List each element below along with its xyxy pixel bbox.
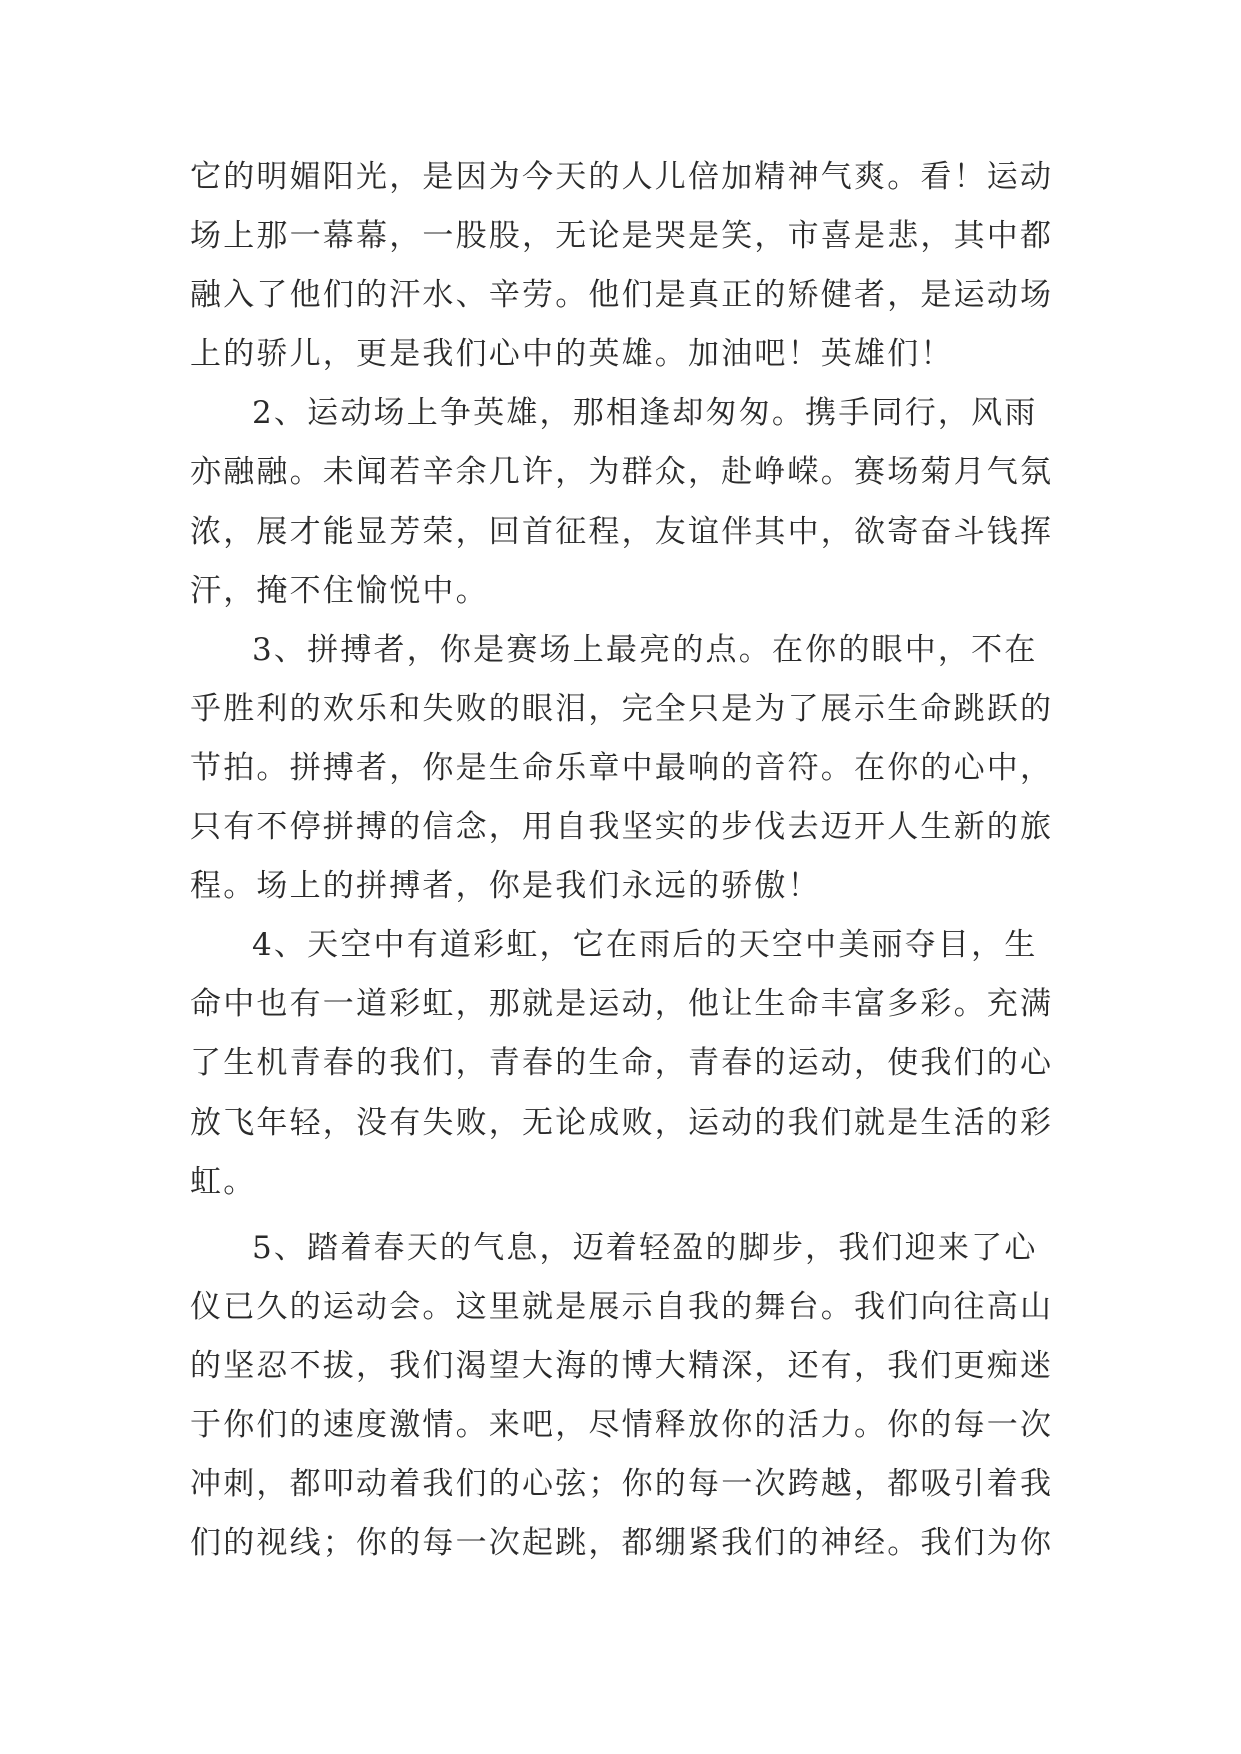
paragraph-4-start: 4、天空中有道彩虹，它在雨后的天空中美丽夺目，生 [252, 927, 1038, 964]
text-line: 冲刺，都叩动着我们的心弦；你的每一次跨越，都吸引着我 [190, 1465, 1054, 1502]
text-line: 上的骄儿，更是我们心中的英雄。加油吧！英雄们！ [190, 336, 954, 373]
text-line: 只有不停拼搏的信念，用自我坚实的步伐去迈开人生新的旅 [190, 809, 1054, 846]
paragraph-3-start: 3、拼搏者，你是赛场上最亮的点。在你的眼中，不在 [252, 631, 1038, 668]
text-line: 亦融融。未闻若辛余几许，为群众，赴峥嵘。赛场菊月气氛 [190, 454, 1054, 491]
text-line: 命中也有一道彩虹，那就是运动，他让生命丰富多彩。充满 [190, 986, 1054, 1023]
text-line: 于你们的速度激情。来吧，尽情释放你的活力。你的每一次 [190, 1406, 1054, 1443]
body-text [190, 157, 1054, 1582]
text-line: 们的视线；你的每一次起跳，都绷紧我们的神经。我们为你 [190, 1525, 1054, 1562]
text-line: 程。场上的拼搏者，你是我们永远的骄傲！ [190, 868, 821, 905]
text-line: 了生机青春的我们，青春的生命，青春的运动，使我们的心 [190, 1045, 1054, 1082]
text-line: 的坚忍不拔，我们渴望大海的博大精深，还有，我们更痴迷 [190, 1347, 1054, 1384]
text-line: 放飞年轻，没有失败，无论成败，运动的我们就是生活的彩 [190, 1104, 1054, 1141]
paragraph-5-start: 5、踏着春天的气息，迈着轻盈的脚步，我们迎来了心 [252, 1229, 1038, 1266]
text-line: 仪已久的运动会。这里就是展示自我的舞台。我们向往高山 [190, 1288, 1054, 1325]
text-line: 乎胜利的欢乐和失败的眼泪，完全只是为了展示生命跳跃的 [190, 690, 1054, 727]
text-line: 节拍。拼搏者，你是生命乐章中最响的音符。在你的心中， [190, 749, 1054, 786]
text-line: 汗，掩不住愉悦中。 [190, 572, 489, 609]
paragraph-2-start: 2、运动场上争英雄，那相逢却匆匆。携手同行，风雨 [252, 395, 1038, 432]
text-line: 融入了他们的汗水、辛劳。他们是真正的矫健者，是运动场 [190, 277, 1054, 314]
text-line: 它的明媚阳光，是因为今天的人儿倍加精神气爽。看！运动 [190, 159, 1054, 195]
text-line: 浓，展才能显芳荣，回首征程，友谊伴其中，欲寄奋斗钱挥 [190, 513, 1054, 550]
text-line: 场上那一幕幕，一股股，无论是哭是笑，市喜是悲，其中都 [190, 218, 1054, 255]
text-line: 虹。 [190, 1163, 257, 1200]
